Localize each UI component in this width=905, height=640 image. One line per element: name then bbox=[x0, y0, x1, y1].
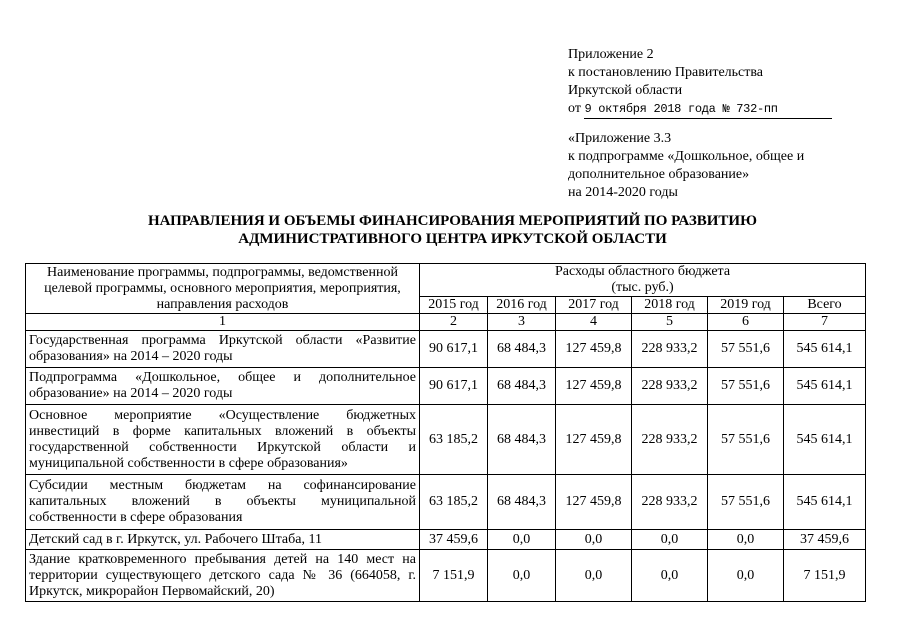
sub-annex-header bbox=[568, 130, 804, 202]
cell-value: 545 614,1 bbox=[784, 368, 866, 405]
cell-value: 228 933,2 bbox=[632, 331, 708, 368]
cell-value: 7 151,9 bbox=[420, 550, 488, 602]
row-name: Субсидии местным бюджетам на софинансирование капитальных вложений в объекты муниципальной собственности в сфере образования bbox=[26, 475, 420, 530]
sub-annex-line: «Приложение 3.3 bbox=[568, 131, 672, 146]
cell-value: 90 617,1 bbox=[420, 331, 488, 368]
annex-date-line bbox=[568, 100, 832, 119]
row-name: Подпрограмма «Дошкольное, общее и дополнительное образование» на 2014 – 2020 годы bbox=[26, 368, 420, 405]
cell-value: 0,0 bbox=[708, 530, 784, 550]
cell-value: 57 551,6 bbox=[708, 475, 784, 530]
cell-value: 68 484,3 bbox=[488, 405, 556, 475]
cell-value: 68 484,3 bbox=[488, 368, 556, 405]
cell-value: 127 459,8 bbox=[556, 475, 632, 530]
cell-value: 127 459,8 bbox=[556, 368, 632, 405]
column-number: 6 bbox=[708, 314, 784, 331]
cell-value: 545 614,1 bbox=[784, 331, 866, 368]
name-column-header: Наименование программы, подпрограммы, ведомственной целевой программы, основного мероприятия, мероприятия, направления расходов bbox=[26, 264, 420, 314]
total-header: Всего bbox=[784, 297, 866, 314]
year-header: 2018 год bbox=[632, 297, 708, 314]
cell-value: 228 933,2 bbox=[632, 475, 708, 530]
title-line-2: АДМИНИСТРАТИВНОГО ЦЕНТРА ИРКУТСКОЙ ОБЛАСТИ bbox=[238, 231, 667, 247]
expense-header-title: Расходы областного бюджета bbox=[555, 264, 731, 279]
year-header: 2016 год bbox=[488, 297, 556, 314]
cell-value: 127 459,8 bbox=[556, 405, 632, 475]
cell-value: 545 614,1 bbox=[784, 405, 866, 475]
table-row bbox=[26, 475, 866, 530]
column-number-row bbox=[26, 314, 866, 331]
table-row bbox=[26, 550, 866, 602]
year-header: 2015 год bbox=[420, 297, 488, 314]
table-row bbox=[26, 331, 866, 368]
cell-value: 228 933,2 bbox=[632, 405, 708, 475]
year-header: 2019 год bbox=[708, 297, 784, 314]
date-prefix: от bbox=[568, 101, 581, 116]
cell-value: 37 459,6 bbox=[420, 530, 488, 550]
expense-header bbox=[420, 264, 866, 297]
row-name: Здание кратковременного пребывания детей на 140 мест на территории существующего детского сада № 36 (664058, г. Иркутск, микрорайон Первомайский, 20) bbox=[26, 550, 420, 602]
column-number: 5 bbox=[632, 314, 708, 331]
document-title bbox=[0, 212, 905, 248]
cell-value: 0,0 bbox=[488, 530, 556, 550]
column-number: 7 bbox=[784, 314, 866, 331]
date-field bbox=[584, 100, 832, 119]
sub-annex-line: к подпрограмме «Дошкольное, общее и bbox=[568, 149, 805, 164]
cell-value: 90 617,1 bbox=[420, 368, 488, 405]
cell-value: 68 484,3 bbox=[488, 331, 556, 368]
table-row bbox=[26, 368, 866, 405]
cell-value: 7 151,9 bbox=[784, 550, 866, 602]
cell-value: 228 933,2 bbox=[632, 368, 708, 405]
year-header: 2017 год bbox=[556, 297, 632, 314]
cell-value: 57 551,6 bbox=[708, 368, 784, 405]
expense-header-unit: (тыс. руб.) bbox=[611, 280, 674, 295]
cell-value: 0,0 bbox=[556, 550, 632, 602]
annex-line: к постановлению Правительства bbox=[568, 65, 764, 80]
cell-value: 57 551,6 bbox=[708, 331, 784, 368]
cell-value: 37 459,6 bbox=[784, 530, 866, 550]
table-row bbox=[26, 405, 866, 475]
financing-table bbox=[25, 263, 866, 602]
date-text: 9 октября 2018 года № 732-пп bbox=[584, 102, 778, 116]
header-row bbox=[26, 264, 866, 297]
column-number: 3 bbox=[488, 314, 556, 331]
column-number: 1 bbox=[26, 314, 420, 331]
cell-value: 0,0 bbox=[488, 550, 556, 602]
annex-line: Иркутской области bbox=[568, 83, 683, 98]
row-name: Государственная программа Иркутской области «Развитие образования» на 2014 – 2020 годы bbox=[26, 331, 420, 368]
table-row bbox=[26, 530, 866, 550]
annex-header bbox=[568, 46, 832, 119]
row-name: Основное мероприятие «Осуществление бюджетных инвестиций в форме капитальных вложений в объекты государственной собственности Иркутской области и муниципальной собственности в сфере образования» bbox=[26, 405, 420, 475]
annex-line: Приложение 2 bbox=[568, 47, 654, 62]
cell-value: 545 614,1 bbox=[784, 475, 866, 530]
cell-value: 0,0 bbox=[632, 550, 708, 602]
sub-annex-line: на 2014-2020 годы bbox=[568, 185, 678, 200]
cell-value: 0,0 bbox=[632, 530, 708, 550]
cell-value: 63 185,2 bbox=[420, 475, 488, 530]
sub-annex-line: дополнительное образование» bbox=[568, 167, 750, 182]
column-number: 4 bbox=[556, 314, 632, 331]
cell-value: 57 551,6 bbox=[708, 405, 784, 475]
title-line-1: НАПРАВЛЕНИЯ И ОБЪЕМЫ ФИНАНСИРОВАНИЯ МЕРОПРИЯТИЙ ПО РАЗВИТИЮ bbox=[148, 213, 757, 229]
cell-value: 63 185,2 bbox=[420, 405, 488, 475]
cell-value: 127 459,8 bbox=[556, 331, 632, 368]
cell-value: 0,0 bbox=[708, 550, 784, 602]
cell-value: 68 484,3 bbox=[488, 475, 556, 530]
column-number: 2 bbox=[420, 314, 488, 331]
cell-value: 0,0 bbox=[556, 530, 632, 550]
row-name: Детский сад в г. Иркутск, ул. Рабочего Штаба, 11 bbox=[26, 530, 420, 550]
